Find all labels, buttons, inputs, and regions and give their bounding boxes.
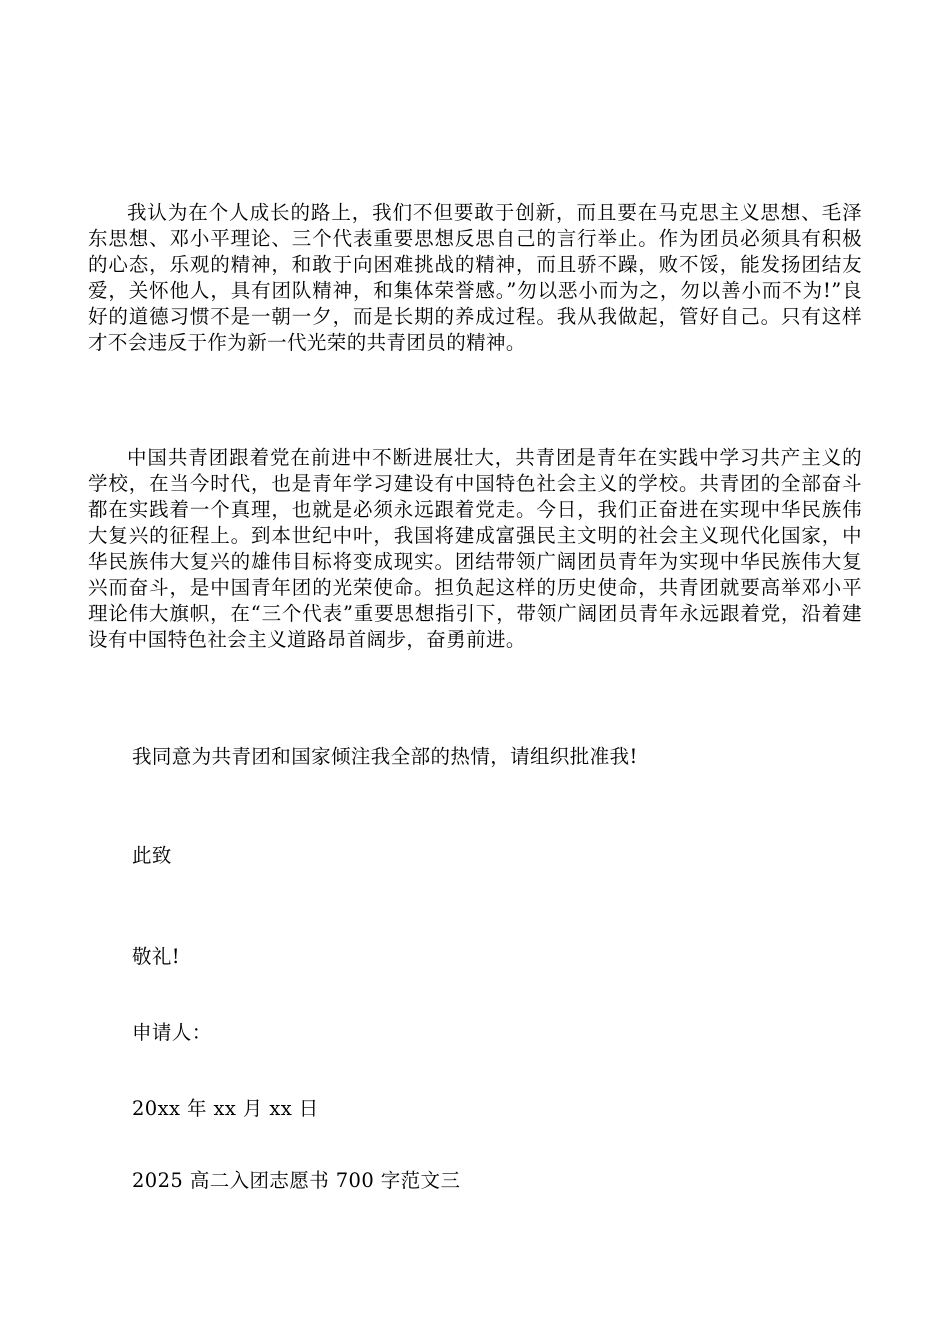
body-paragraph-2: 中国共青团跟着党在前进中不断进展壮大，共青团是青年在实践中学习共产主义的学校，在当今时代，也是青年学习建设有中国特色社会主义的学校。共青团的全部奋斗都在实践着一个真理，也就是必须永远跟着党走。今日，我们正奋进在实现中华民族伟大复兴的征程上。到本世纪中叶，我国将建成富强民主文明的社会主义现代化国家，中华民族伟大复兴的雄伟目标将变成现实。团结带领广阔团员青年为实现中华民族伟大复兴而奋斗，是中国青年团的光荣使命。担负起这样的历史使命，共青团就要高举邓小平理论伟大旗帜，在“三个代表”重要思想指引下，带领广阔团员青年永远跟着党，沿着建设有中国特色社会主义道路昂首阔步，奋勇前进。 [88,446,862,651]
salutation-line: 此致 [132,844,172,867]
applicant-label: 申请人： [132,1021,212,1044]
closing-line: 敬礼! [132,945,181,968]
date-line: 20xx 年 xx 月 xx 日 [132,1097,319,1120]
body-paragraph-1: 我认为在个人成长的路上，我们不但要敢于创新，而且要在马克思主义思想、毛泽东思想、邓小平理论、三个代表重要思想反思自己的言行举止。作为团员必须具有积极的心态，乐观的精神，和敢于向困难挑战的精神，而且骄不躁，败不馁，能发扬团结友爱，关怀他人，具有团队精神，和集体荣誉感。”勿以恶小而为之，勿以善小而不为!”良好的道德习惯不是一朝一夕，而是长期的养成过程。我从我做起，管好自己。只有这样才不会违反于作为新一代光荣的共青团员的精神。 [88,201,862,354]
pledge-line: 我同意为共青团和国家倾注我全部的热情，请组织批准我! [132,745,638,768]
next-article-title: 2025 高二入团志愿书 700 字范文三 [132,1169,461,1192]
